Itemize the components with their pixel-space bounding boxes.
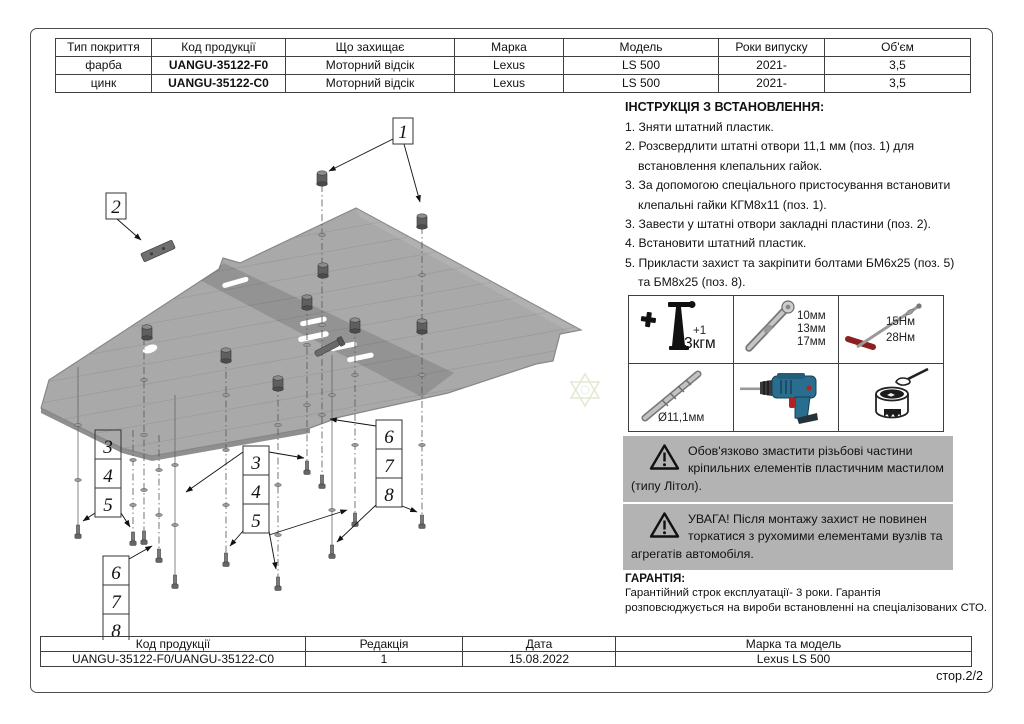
cell: 2021- xyxy=(719,75,825,93)
warranty-line: розповсюджується на вироби встановленні на спеціалізованих СТО. xyxy=(625,602,987,614)
instructions-title: ІНСТРУКЦІЯ З ВСТАНОВЛЕННЯ: xyxy=(625,100,825,114)
cell: 3,5 xyxy=(825,75,971,93)
warning-box-attention xyxy=(623,504,953,570)
make-model: Lexus LS 500 xyxy=(616,652,972,667)
table-header-row xyxy=(56,39,971,57)
date: 15.08.2022 xyxy=(463,652,616,667)
svg-text:10мм: 10мм xyxy=(796,310,826,322)
tool-cell-sockets xyxy=(734,296,839,364)
revision: 1 xyxy=(306,652,463,667)
watermark-star-icon xyxy=(571,374,599,406)
instruction-step-cont: встановлення клепальних гайок. xyxy=(638,158,823,173)
instructions-list xyxy=(625,118,954,293)
svg-text:3кгм: 3кгм xyxy=(683,335,716,352)
callout-label: 5 xyxy=(251,511,261,532)
svg-text:13мм: 13мм xyxy=(796,323,826,335)
callout-label: 6 xyxy=(111,563,121,584)
tool-cell-torques xyxy=(839,296,944,364)
instruction-step: 3. Завести у штатні отвори закладні пластини (поз. 2). xyxy=(625,217,931,232)
callout-label: 6 xyxy=(384,427,394,448)
tool-cell-paint xyxy=(839,364,944,432)
callout-label: 5 xyxy=(103,495,113,516)
col-header: Код продукції xyxy=(152,39,286,57)
table-row xyxy=(56,75,971,93)
col-header: Тип покриття xyxy=(56,39,152,57)
exploded-diagram xyxy=(30,95,625,640)
torque-wrench-icon xyxy=(735,296,838,360)
table-row xyxy=(41,652,972,667)
callout-label: 8 xyxy=(111,621,121,640)
warning-triangle-icon xyxy=(649,511,680,539)
instruction-step: 3. За допомогою спеціального пристосування встановити xyxy=(625,178,951,193)
instruction-step: 4. Встановити штатний пластик. xyxy=(625,236,807,251)
callout-label: 3 xyxy=(103,437,113,458)
col-header: Марка та модель xyxy=(616,637,972,652)
col-header: Модель xyxy=(564,39,719,57)
callout-label: 1 xyxy=(398,122,408,143)
col-header: Роки випуску xyxy=(719,39,825,57)
warning-text: Обов'язково змастити різьбові частини кріпильних елементів пластичним мастилом (типу Літол). xyxy=(631,444,944,493)
rivet-tool-icon xyxy=(630,296,733,360)
col-header: Марка xyxy=(455,39,564,57)
svg-text:+1: +1 xyxy=(692,325,706,337)
callout-label: 2 xyxy=(111,197,121,218)
svg-text:17мм: 17мм xyxy=(796,336,826,348)
warning-triangle-icon xyxy=(649,443,680,471)
cell: Lexus xyxy=(455,57,564,75)
tool-cell-drill xyxy=(734,364,839,432)
warning-box-grease xyxy=(623,436,953,502)
cell: Моторний відсік xyxy=(286,75,455,93)
col-header: Об'єм xyxy=(825,39,971,57)
table-header-row xyxy=(41,637,972,652)
cell: LS 500 xyxy=(564,57,719,75)
instruction-step-cont: та БМ8х25 (поз. 8). xyxy=(638,275,746,290)
cell: Lexus xyxy=(455,75,564,93)
revision-table xyxy=(40,636,972,667)
col-header: Що захищає xyxy=(286,39,455,57)
product-spec-table xyxy=(55,38,971,93)
warranty-line: Гарантійний строк експлуатації- 3 роки. Гарантія xyxy=(625,587,881,599)
tool-cell-drillbit xyxy=(629,364,734,432)
callout-label: 7 xyxy=(384,456,394,477)
svg-text:28Нм: 28Нм xyxy=(885,332,915,344)
instruction-step-cont: клепальні гайки КГМ8х11 (поз. 1). xyxy=(638,197,827,212)
table-row xyxy=(56,57,971,75)
instruction-step: 1. Зняти штатний пластик. xyxy=(625,120,774,134)
cell: Моторний відсік xyxy=(286,57,455,75)
cell: 2021- xyxy=(719,57,825,75)
cell: фарба xyxy=(56,57,152,75)
cell: LS 500 xyxy=(564,75,719,93)
instruction-step: 5. Прикласти захист та закріпити болтами БМ6х25 (поз. 5) xyxy=(625,255,955,270)
cell: 3,5 xyxy=(825,57,971,75)
anchor-plate xyxy=(141,240,176,262)
product-code: UANGU-35122-C0 xyxy=(152,75,286,93)
svg-text:Ø11,1мм: Ø11,1мм xyxy=(657,412,704,424)
callout-label: 8 xyxy=(384,485,394,506)
drill-bit-icon xyxy=(630,364,733,428)
protection-plate xyxy=(30,141,610,505)
tools-table xyxy=(628,295,944,432)
callout-label: 4 xyxy=(103,466,113,487)
svg-text:15Нм: 15Нм xyxy=(885,316,915,328)
col-header: Код продукції xyxy=(41,637,306,652)
t-handle-wrench-icon xyxy=(840,296,943,360)
table-row xyxy=(629,296,944,364)
cell: цинк xyxy=(56,75,152,93)
callout-label: 3 xyxy=(251,453,261,474)
callout-label: 4 xyxy=(251,482,261,503)
warning-text: УВАГА! Після монтажу захист не повинен торкатися з рухомими елементами вузлів та агрегатів автомобіля. xyxy=(631,512,943,561)
col-header: Дата xyxy=(463,637,616,652)
warranty-title: ГАРАНТІЯ: xyxy=(625,572,686,585)
table-row xyxy=(629,364,944,432)
paint-can-icon xyxy=(840,364,943,428)
callout-label: 7 xyxy=(111,592,121,613)
product-code: UANGU-35122-F0 xyxy=(152,57,286,75)
product-codes: UANGU-35122-F0/UANGU-35122-C0 xyxy=(41,652,306,667)
instruction-step: 2. Розсвердлити штатні отвори 11,1 мм (поз. 1) для xyxy=(625,139,915,154)
page-number: стор.2/2 xyxy=(936,669,983,683)
col-header: Редакція xyxy=(306,637,463,652)
tool-cell-torque xyxy=(629,296,734,364)
power-drill-icon xyxy=(735,364,838,428)
